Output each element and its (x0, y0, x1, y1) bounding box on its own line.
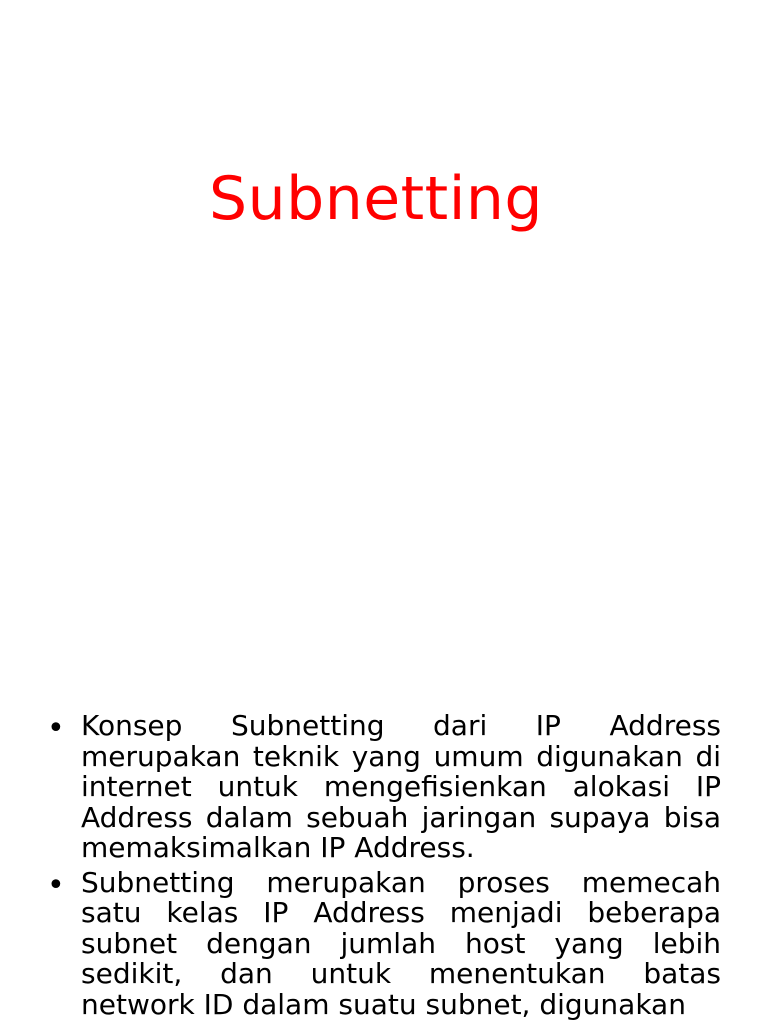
bullet-icon: • (47, 711, 65, 746)
bullet-icon: • (47, 867, 65, 903)
bullet-list (45, 711, 721, 1024)
bullet-text: Subnetting merupakan proses memecah satu kelas IP Address menjadi beberapa subnet dengan jumlah host yang lebih sedikit, dan untuk menentukan batas network ID dalam suatu subnet, digunakan (81, 865, 721, 1021)
bullet-item (45, 711, 721, 864)
slide-title: Subnetting (209, 164, 543, 234)
bullet-text: Konsep Subnetting dari IP Address merupakan teknik yang umum digunakan di internet untuk mengefisienkan alokasi IP Address dalam sebuah jaringan supaya bisa memaksimalkan IP Address. (81, 709, 721, 864)
bullet-item (45, 865, 721, 1021)
